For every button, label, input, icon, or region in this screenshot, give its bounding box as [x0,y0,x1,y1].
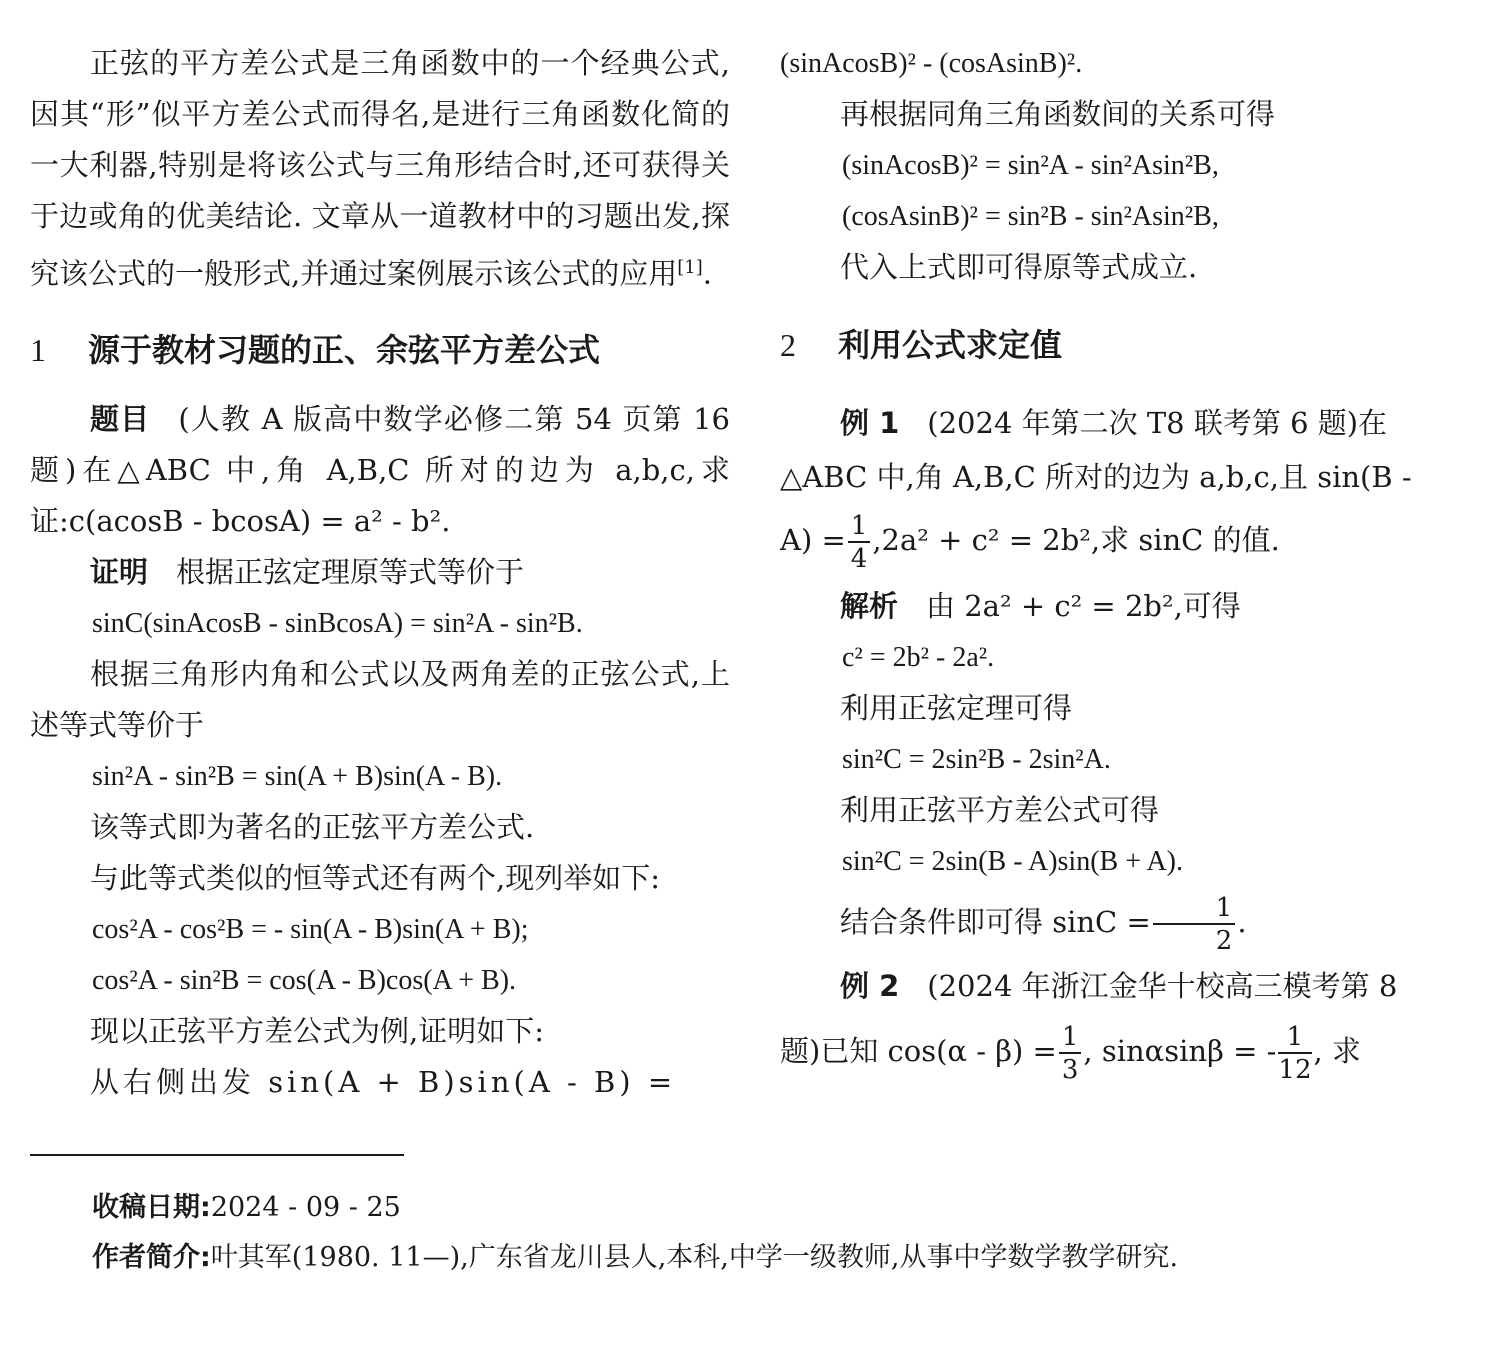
example-2-text-2c: , 求 [1313,1034,1361,1068]
fraction-numerator: 1 [848,513,871,543]
fraction-one-twelfth [1278,1021,1312,1085]
problem-paragraph [30,394,730,547]
equation-5: (sinAcosB)² = sin²A - sin²Asin²B, [842,150,1219,181]
text-line-4: 与此等式类似的恒等式还有两个,现列举如下: [90,860,660,895]
equation-7: c² = 2b² - 2a². [842,642,995,673]
example-1-text-1: (2024 年第二次 T8 联考第 6 题)在 [927,406,1388,440]
section-2-number: 2 [780,327,796,363]
example-2-line-1 [780,959,1475,1013]
example-2-text-1: (2024 年浙江金华十校高三模考第 8 [927,969,1398,1003]
right-text-line-4: 利用正弦平方差公式可得 [840,793,1160,827]
example-1-line-1 [780,397,1475,449]
received-date-note [92,1188,401,1228]
intro-end: . [702,256,712,291]
equation-4: cos²A - sin²B = cos(A - B)cos(A + B). [92,964,517,996]
left-column [30,38,730,1108]
fraction-one-third [1059,1021,1082,1085]
equation-8: sin²C = 2sin²B - 2sin²A. [842,744,1111,775]
text-line-3: 该等式即为著名的正弦平方差公式. [90,809,535,844]
citation-ref: [1] [677,257,703,278]
result-end: . [1237,905,1247,939]
example-2-line-2 [780,1013,1475,1089]
fraction-one-quarter [848,510,871,574]
example-1-text-3a: A) = [780,523,846,557]
result-text: 结合条件即可得 sinC = [840,905,1151,939]
example-2-tag: 例 2 [840,969,900,1003]
equation-continued: (sinAcosB)² - (cosAsinB)². [780,48,1083,79]
section-1-number: 1 [30,331,46,368]
right-text-line-2: 代入上式即可得原等式成立. [840,250,1198,284]
intro-text: 正弦的平方差公式是三角函数中的一个经典公式,因其“形”似平方差公式而得名,是进行三角函数化简的一大利器,特别是将该公式与三角形结合时,还可获得关于边或角的优美结论. 文章从一道教材中的习题出发,探究该公式的一般形式,并通过案例展示该公式的应用 [30,46,730,291]
example-1-text-3b: ,2a² + c² = 2b²,求 sinC 的值. [872,523,1280,557]
section-2-heading [780,315,1475,375]
right-column [780,38,1475,1089]
intro-paragraph [30,38,730,300]
fraction-numerator: 1 [1153,895,1236,925]
fraction-denominator: 12 [1278,1054,1312,1085]
solution-line-1 [780,581,1475,632]
fraction-denominator: 3 [1061,1054,1079,1085]
fraction-denominator: 2 [1215,925,1233,956]
example-1-line-3 [780,505,1475,575]
received-label: 收稿日期: [92,1192,211,1223]
equation-2: sin²A - sin²B = sin(A + B)sin(A - B). [92,760,503,792]
right-text-line-5 [780,887,1475,957]
proof-tag: 证明 [90,554,149,589]
problem-text: (人教 A 版高中数学必修二第 54 页第 16 题)在△ABC 中,角 A,B,C 所对的边为 a,b,c,求证:c(acosB - bcosA) = a² - b². [30,401,730,538]
example-2-text-2b: , sinαsinβ = - [1083,1034,1277,1068]
example-1-line-2: △ABC 中,角 A,B,C 所对的边为 a,b,c,且 sin(B - [780,460,1412,494]
author-label: 作者简介: [92,1242,211,1273]
equation-1: sinC(sinAcosB - sinBcosA) = sin²A - sin²B. [92,607,583,639]
equation-9: sin²C = 2sin(B - A)sin(B + A). [842,846,1184,877]
fraction-numerator: 1 [1059,1024,1082,1054]
section-1-heading [30,320,730,380]
example-2-text-2a: 题)已知 cos(α - β) = [780,1034,1057,1068]
equation-3: cos²A - cos²B = - sin(A - B)sin(A + B); [92,913,529,945]
author-text: 叶其军(1980. 11—),广东省龙川县人,本科,中学一级教师,从事中学数学教学研究. [210,1242,1179,1273]
equation-6: (cosAsinB)² = sin²B - sin²Asin²B, [842,201,1219,232]
text-line-5: 现以正弦平方差公式为例,证明如下: [90,1013,544,1048]
proof-paragraph [30,547,730,598]
right-text-line-3: 利用正弦定理可得 [840,691,1073,725]
problem-tag: 题目 [90,401,151,436]
fraction-one-half [1153,892,1236,956]
right-text-line-1: 再根据同角三角函数间的关系可得 [840,97,1276,131]
section-2-title: 利用公式求定值 [838,326,1063,364]
received-date: 2024 - 09 - 25 [210,1192,401,1223]
example-1-tag: 例 1 [840,406,900,440]
solution-tag: 解析 [840,589,899,623]
fraction-denominator: 4 [850,543,868,574]
author-note [92,1238,1178,1278]
section-1-title: 源于教材习题的正、余弦平方差公式 [88,330,601,369]
paragraph-2: 根据三角形内角和公式以及两角差的正弦公式,上述等式等价于 [30,656,730,742]
footnote-divider [30,1154,404,1156]
solution-text-1: 由 2a² + c² = 2b²,可得 [926,589,1241,623]
fraction-numerator: 1 [1278,1024,1311,1054]
proof-text: 根据正弦定理原等式等价于 [176,554,525,589]
text-line-6: 从右侧出发 sin(A + B)sin(A - B) = [90,1064,677,1099]
